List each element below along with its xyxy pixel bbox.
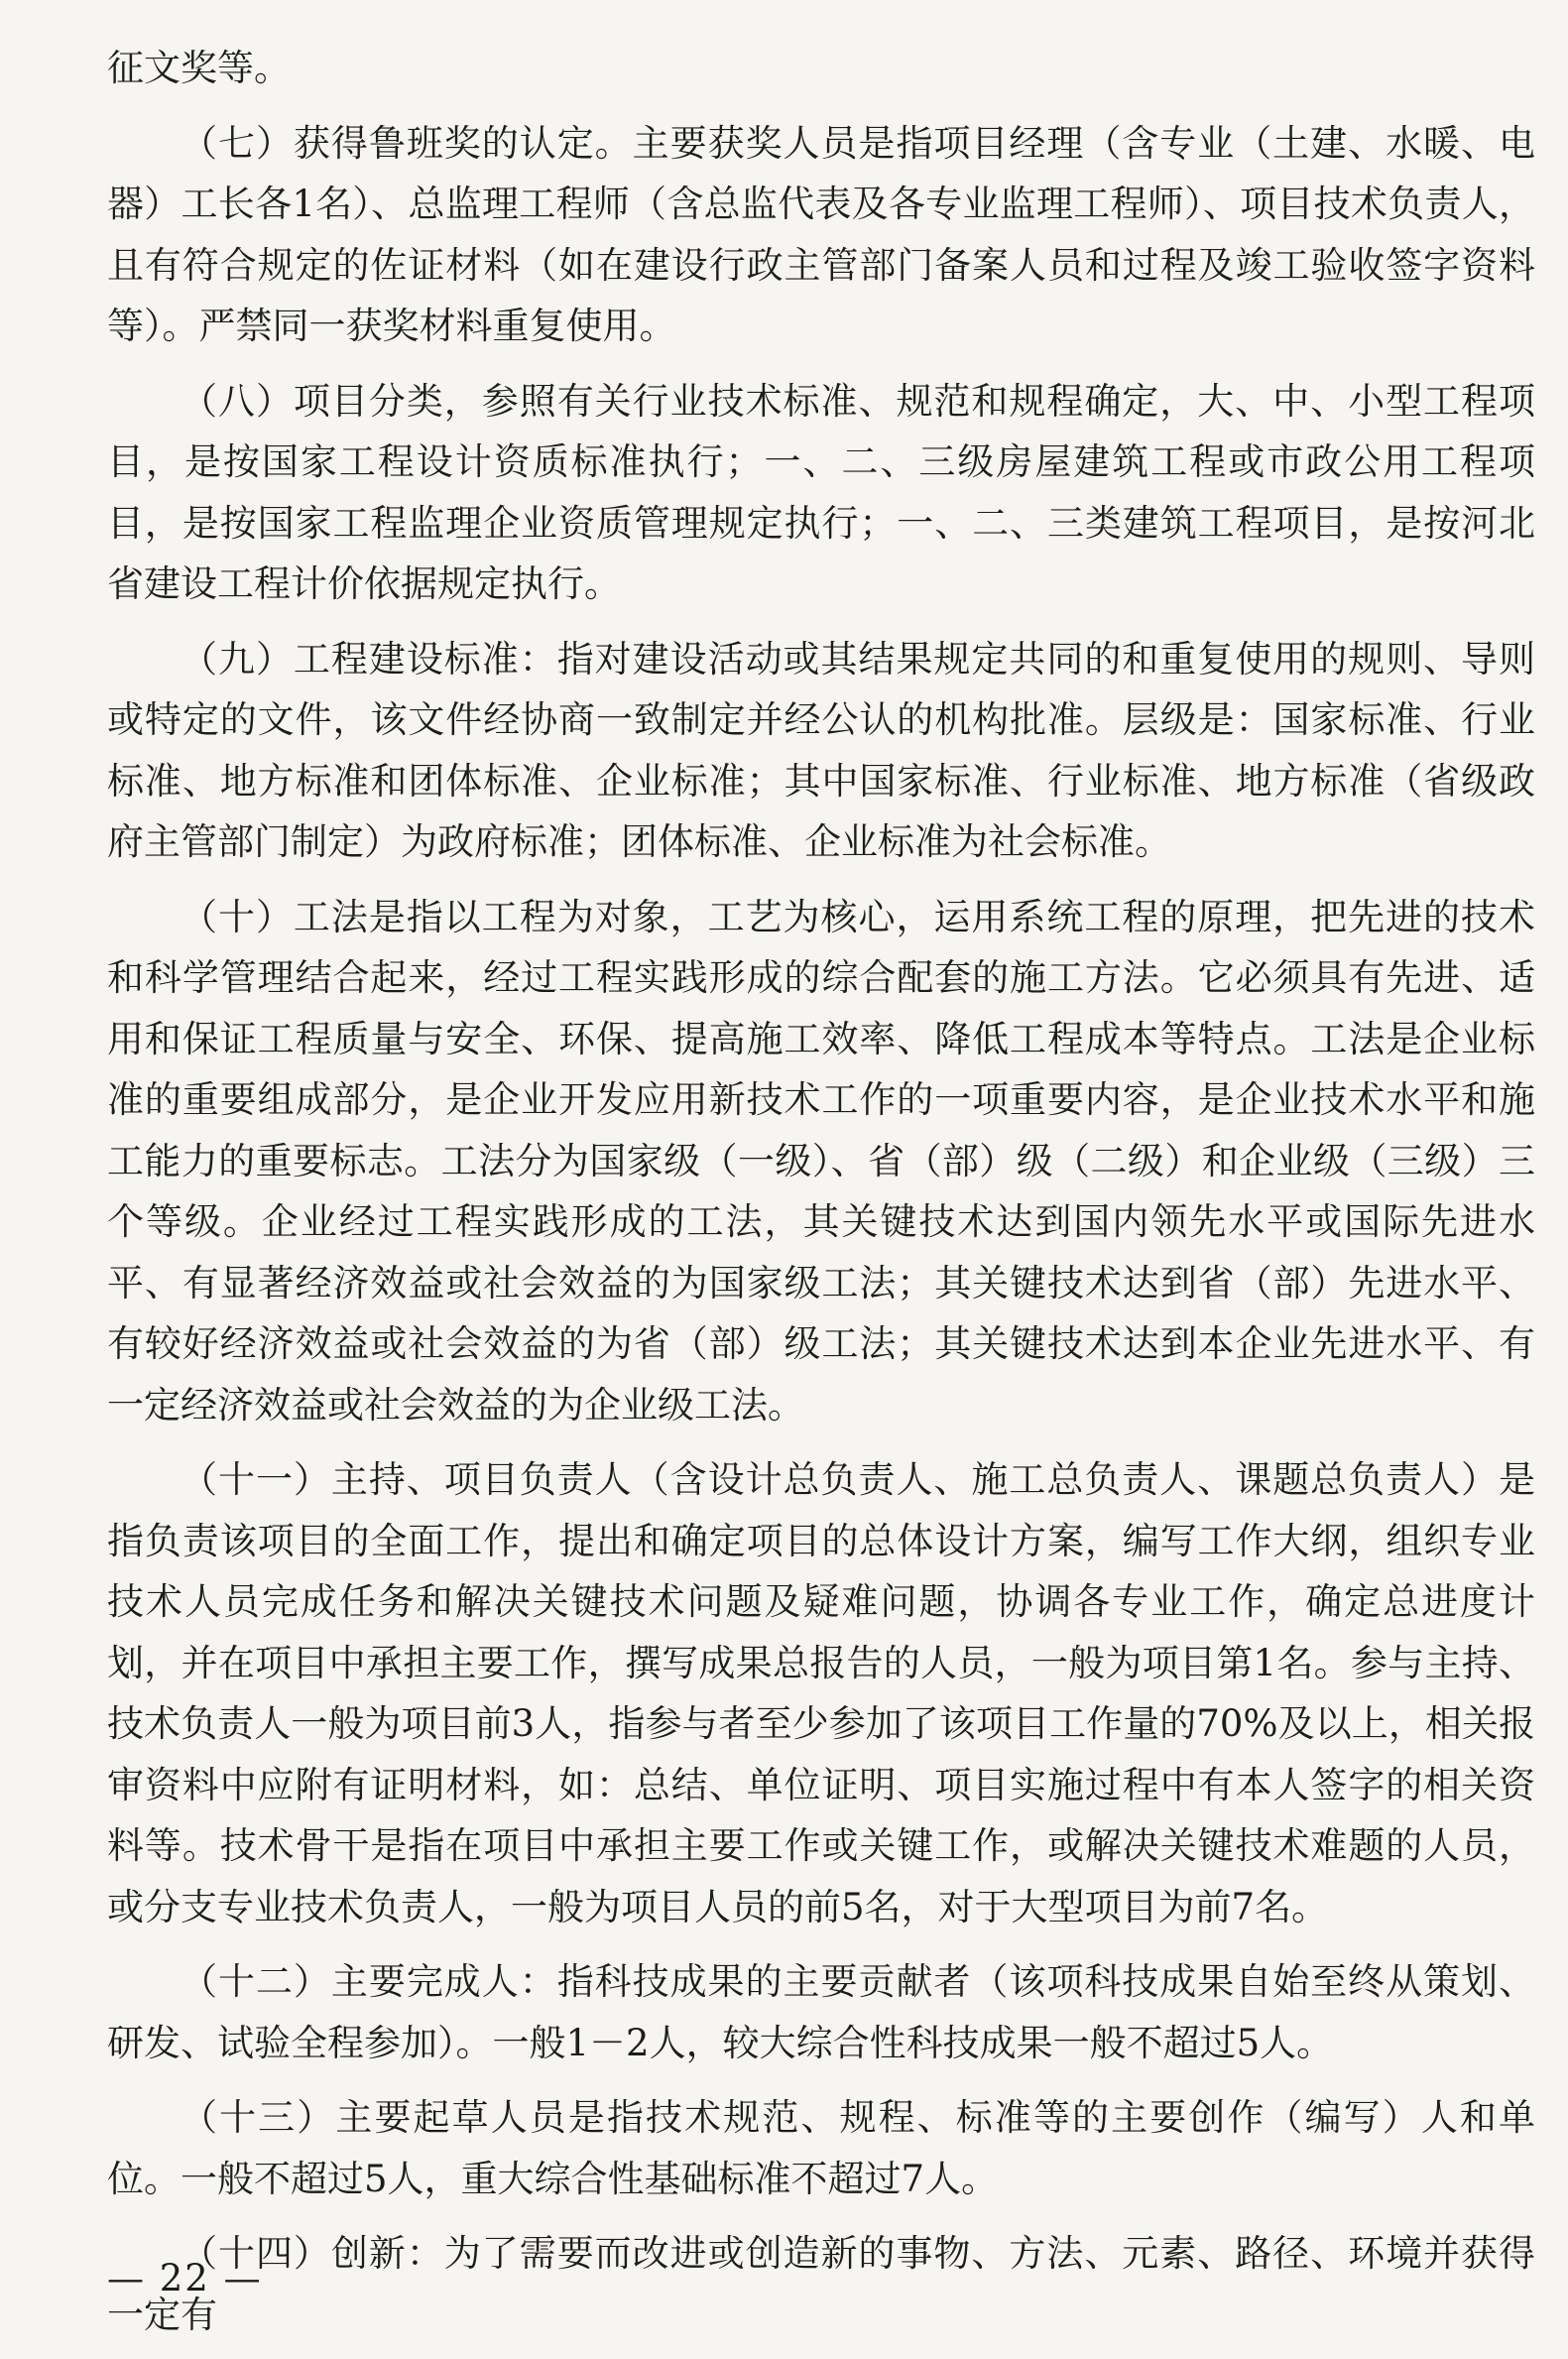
paragraph-7-luban-award: （七）获得鲁班奖的认定。主要获奖人员是指项目经理（含专业（土建、水暖、电器）工长各1名）、总监理工程师（含总监代表及各专业监理工程师）、项目技术负责人，且有符合规定的佐证材料（如在建设行政主管部门备案人员和过程及竣工验收签字资料等）。严禁同一获奖材料重复使用。 [107,121,1535,347]
paragraph-11-project-leader: （十一）主持、项目负责人（含设计总负责人、施工总负责人、课题总负责人）是指负责该项目的全面工作，提出和确定项目的总体设计方案，编写工作大纲，组织专业技术人员完成任务和解决关键技术问题及疑难问题，协调各专业工作，确定总进度计划，并在项目中承担主要工作，撰写成果总报告的人员，一般为项目第1名。参与主持、技术负责人一般为项目前3人，指参与者至少参加了该项目工作量的70%及以上，相关报审资料中应附有证明材料，如：总结、单位证明、项目实施过程中有本人签字的相关资料等。技术骨干是指在项目中承担主要工作或关键工作，或解决关键技术难题的人员，或分支专业技术负责人，一般为项目人员的前5名，对于大型项目为前7名。 [107,1458,1535,1928]
paragraph-12-main-contributor: （十二）主要完成人：指科技成果的主要贡献者（该项科技成果自始至终从策划、研发、试验全程参加）。一般1－2人，较大综合性科技成果一般不超过5人。 [107,1960,1535,2064]
paragraph-continuation: 征文奖等。 [107,47,291,89]
paragraph-13-main-drafter: （十三）主要起草人员是指技术规范、规程、标准等的主要创作（编写）人和单位。一般不超过5人，重大综合性基础标准不超过7人。 [107,2096,1535,2200]
page-body [107,38,1535,2359]
paragraph-9-construction-standard: （九）工程建设标准：指对建设活动或其结果规定共同的和重复使用的规则、导则或特定的文件，该文件经协商一致制定并经公认的机构批准。层级是：国家标准、行业标准、地方标准和团体标准、企业标准；其中国家标准、行业标准、地方标准（省级政府主管部门制定）为政府标准；团体标准、企业标准为社会标准。 [107,637,1535,863]
paragraph-8-project-classification: （八）项目分类，参照有关行业技术标准、规范和规程确定，大、中、小型工程项目，是按国家工程设计资质标准执行；一、二、三级房屋建筑工程或市政公用工程项目，是按国家工程监理企业资质管理规定执行；一、二、三类建筑工程项目，是按河北省建设工程计价依据规定执行。 [107,379,1535,605]
page-number: — 22 — [107,2257,263,2299]
paragraph-14-innovation: （十四）创新：为了需要而改进或创造新的事物、方法、元素、路径、环境并获得一定有 [107,2232,1535,2336]
paragraph-10-construction-method: （十）工法是指以工程为对象，工艺为核心，运用系统工程的原理，把先进的技术和科学管理结合起来，经过工程实践形成的综合配套的施工方法。它必须具有先进、适用和保证工程质量与安全、环保、提高施工效率、降低工程成本等特点。工法是企业标准的重要组成部分，是企业开发应用新技术工作的一项重要内容，是企业技术水平和施工能力的重要标志。工法分为国家级（一级）、省（部）级（二级）和企业级（三级）三个等级。企业经过工程实践形成的工法，其关键技术达到国内领先水平或国际先进水平、有显著经济效益或社会效益的为国家级工法；其关键技术达到省（部）先进水平、有较好经济效益或社会效益的为省（部）级工法；其关键技术达到本企业先进水平、有一定经济效益或社会效益的为企业级工法。 [107,895,1535,1427]
